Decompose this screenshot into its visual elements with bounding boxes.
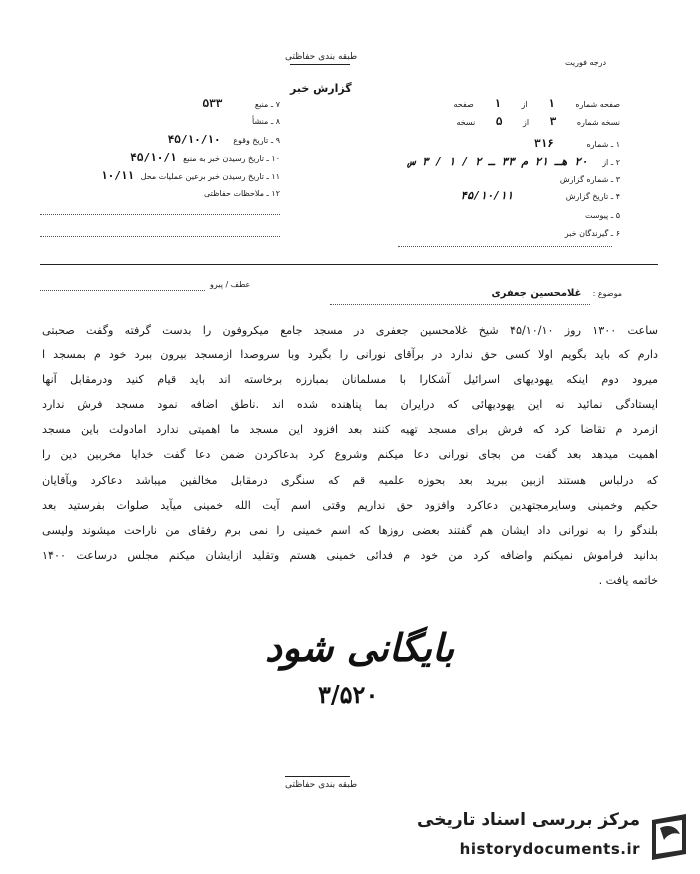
dotted-line [40,290,205,291]
report-title: گزارش خبر [290,82,352,95]
field-report-date: ۴ ـ تاریخ گزارش ۴۵/۱۰/۱۱ [460,189,620,202]
field-source: ۷ ـ منبع ۵۳۳ [202,97,280,110]
body-line: ازمرد م تقاضا کرد که فرش برای مسجد تهیه کنند بعد افزود این مسجد ما اهمیتی ندارد امادولت باین مسجد [42,423,658,436]
field-origin: ۸ ـ منشأ [252,117,280,126]
dotted-line [40,236,280,237]
body-line: حکیم وخمینی وسایرمجتهدین دعاکرد وافزود حق نداریم وقتی اسم آیت الله خمینی میآید صلوات بفرستید بعد [42,499,658,512]
field-from: ۲ ـ از ۲۰ هـ ۲۱ م ۳۳ ـ ۲ / ۱ / ۳ س [408,155,620,168]
dotted-line [330,304,590,305]
handwritten-number: ۳/۵۲۰ [318,680,379,709]
body-line: بلندگو را به نورانی داد ایشان هم گفتند بعضی روزها که اسم خمینی را نمی برم رفقای من ناراحت میشوند ولیسی [42,524,658,537]
body-line: بدانید فراموش نمیکنم واضافه کرد من خود م فدائی خمینی هستم وتقلید ازایشان میکنم مجلس درساعت ۱۴۰۰ [42,549,658,562]
field-occurrence-date: ۹ ـ تاریخ وقوع ۴۵/۱۰/۱۰ [167,133,280,146]
classification-top: طبقه بندی حفاظتی [285,52,358,62]
field-received-date: ۱۰ ـ تاریخ رسیدن خبر به منبع ۴۵/۱۰/۱ [130,151,280,164]
divider [290,64,350,65]
body-line: دارم که باید بگویم اولا کسی حق ندارد در برآقای نورانی را بگیرد وبا سروصدا ازمسجد بیرون ببرد خود م بمسجد ا [42,348,658,361]
field-report-number: ۳ ـ شماره گزارش [559,175,620,184]
body-line: اهمیت میدهد بعد گفت من بجای نورانی دعا میکنم وشروع کرد بدعاکردن ضمن دعا گفت خدایا مخربین دین را [42,448,658,461]
field-recipients: ۶ ـ گیرندگان خبر [564,229,620,238]
field-number: ۱ ـ شماره ۳۱۶ [534,137,620,150]
dotted-line [398,246,612,247]
watermark [402,808,692,868]
watermark-url: historydocuments.ir [459,840,640,858]
logo-icon [646,812,692,862]
field-security-notes: ۱۲ ـ ملاحظات حفاظتی [204,189,280,198]
field-operations-date: ۱۱ ـ تاریخ رسیدن خبر برعین عملیات محل ۱۰/۱۱ [100,169,280,182]
dotted-line [40,214,280,215]
body-line: خاتمه یافت . [598,574,658,587]
body-line: ساعت ۱۳۰۰ روز ۴۵/۱۰/۱۰ شیخ غلامحسین جعفری در مسجد جامع میکروفون را بدست گرفته وگفت صحبتی [42,324,658,337]
urgency-degree: درجه فوریت [565,58,607,67]
watermark-name: مرکز بررسی اسناد تاریخی [417,810,640,830]
copy-number-row: نسخه شماره ۳ از ۵ نسخه [456,115,620,128]
body-line: میرود دوم اینکه یهودیهای اسرائیل آشکارا با مسلمانان بمبارزه برخاسته اند باید قیام کنید ودرمقابل آنها [42,373,658,386]
header-separator [40,264,658,265]
page-number-row: صفحه شماره ۱ از ۱ صفحه [453,97,620,110]
atf-label: عطف / پیرو [210,280,251,289]
field-attachment: ۵ ـ پیوست [584,211,620,220]
subject: موضوع : غلامحسین جعفری [491,288,622,299]
handwritten-archive-note: بایگانی شود [265,625,455,670]
body-line: ایستادگی نمائید نه این یهودیهائی که درایران بما پناهنده شده اند .ناطق اضافه نمود مسجد فرش ندارد [42,398,658,411]
classification-bottom: طبقه بندی حفاظتی [285,780,358,790]
divider [285,776,350,777]
body-line: که درلباس هستند ازبین ببرید بعد بحوزه علمیه قم که سنگری درمقابل مخالفین میباشد دعاکرد وبآقایان [42,474,658,487]
